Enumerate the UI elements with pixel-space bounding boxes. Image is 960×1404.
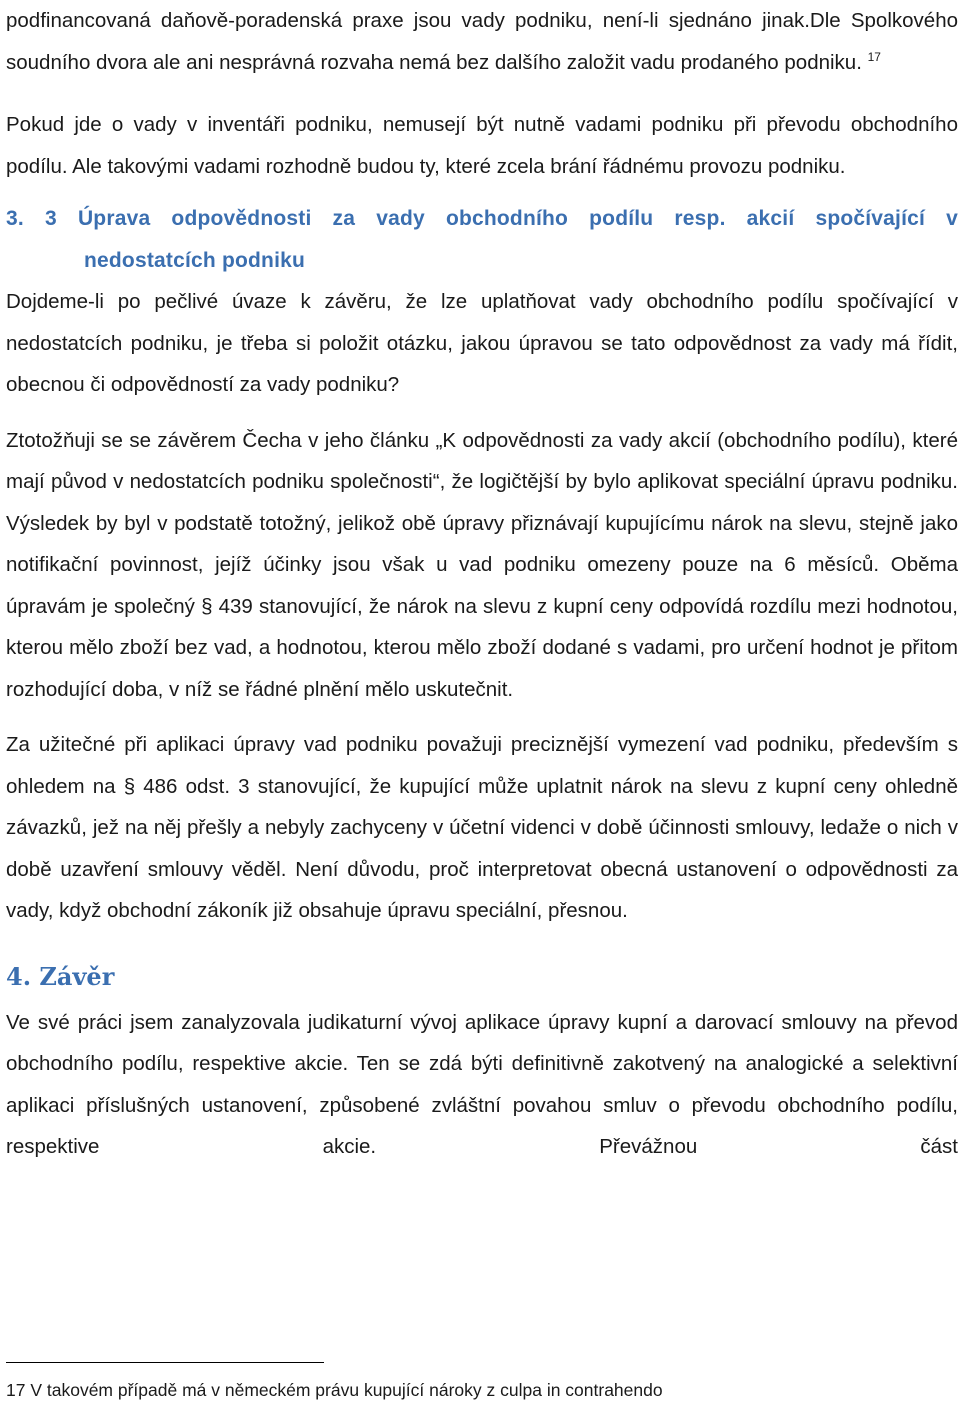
footnote-17: 17 V takovém případě má v německém právu kupující nároky z culpa in contrahendo <box>6 1380 663 1400</box>
section-heading-4: 4. Závěr <box>6 961 115 991</box>
section-heading-3-3-line2: nedostatcích podniku <box>84 248 306 272</box>
paragraph-top-1 <box>6 0 958 83</box>
section-heading-3-3 <box>6 198 958 281</box>
paragraph-section-2: Ztotožňuji se se závěrem Čecha v jeho článku „K odpovědnosti za vady akcií (obchodního podílu), které mají původ v nedostatcích podniku společnosti“, že logičtější by bylo aplikovat speciální úpravu podniku. Výsledek by byl v podstatě totožný, jelikož obě úpravy přiznávají kupujícímu nárok na slevu, stejně jako notifikační povinnost, jejíž účinky jsou však u vad podniku omezeny pouze na 6 měsíců. Oběma úpravám je společný § 439 stanovující, že nárok na slevu z kupní ceny odpovídá rozdílu mezi hodnotou, kterou mělo zboží bez vad, a hodnotou, kterou mělo zboží dodané s vadami, pro určení hodnot je přitom rozhodující doba, v níž se řádné plnění mělo uskutečnit. <box>6 428 958 701</box>
paragraph-conclusion: Ve své práci jsem zanalyzovala judikaturní vývoj aplikace úpravy kupní a darovací smlouvy na převod obchodního podílu, respektive akcie. Ten se zdá býti definitivně zakotvený na analogické a selektivní aplikaci příslušných ustanovení, způsobené zvláštní povahou smluv o převodu obchodního podílu, respektive akcie. Převážnou část <box>6 1010 958 1158</box>
paragraph-section-1: Dojdeme-li po pečlivé úvaze k závěru, že lze uplatňovat vady obchodního podílu spočívající v nedostatcích podniku, je třeba si položit otázku, jakou úpravou se tato odpovědnost za vady má řídit, obecnou či odpovědností za vady podniku? <box>6 290 958 396</box>
paragraph-top-2: Pokud jde o vady v inventáři podniku, nemusejí být nutně vadami podniku při převodu obchodního podílu. Ale takovými vadami rozhodně budou ty, které zcela brání řádnému provozu podniku. <box>6 113 958 178</box>
document-page <box>6 0 958 1168</box>
section-heading-3-3-line1: 3. 3 Úprava odpovědnosti za vady obchodního podílu resp. akcií spočívající v <box>6 207 958 230</box>
paragraph-top-1-text: podfinancovaná daňově-poradenská praxe jsou vady podniku, není-li sjednáno jinak.Dle Spolkového soudního dvora ale ani nesprávná rozvaha nemá bez dalšího založit vadu prodaného podniku. <box>6 9 958 74</box>
footnote-separator <box>6 1362 324 1363</box>
footnote-ref-17[interactable]: 17 <box>867 49 881 64</box>
paragraph-section-3: Za užitečné při aplikaci úpravy vad podniku považuji preciznější vymezení vad podniku, především s ohledem na § 486 odst. 3 stanovující, že kupující může uplatnit nárok na slevu z kupní ceny ohledně závazků, jež na něj přešly a nebyly zachyceny v účetní videnci v době účinnosti smlouvy, ledaže o nich v době uzavření smlouvy věděl. Není důvodu, proč interpretovat obecná ustanovení o odpovědnosti za vady, když obchodní zákoník již obsahuje úpravu speciální, přesnou. <box>6 733 958 922</box>
